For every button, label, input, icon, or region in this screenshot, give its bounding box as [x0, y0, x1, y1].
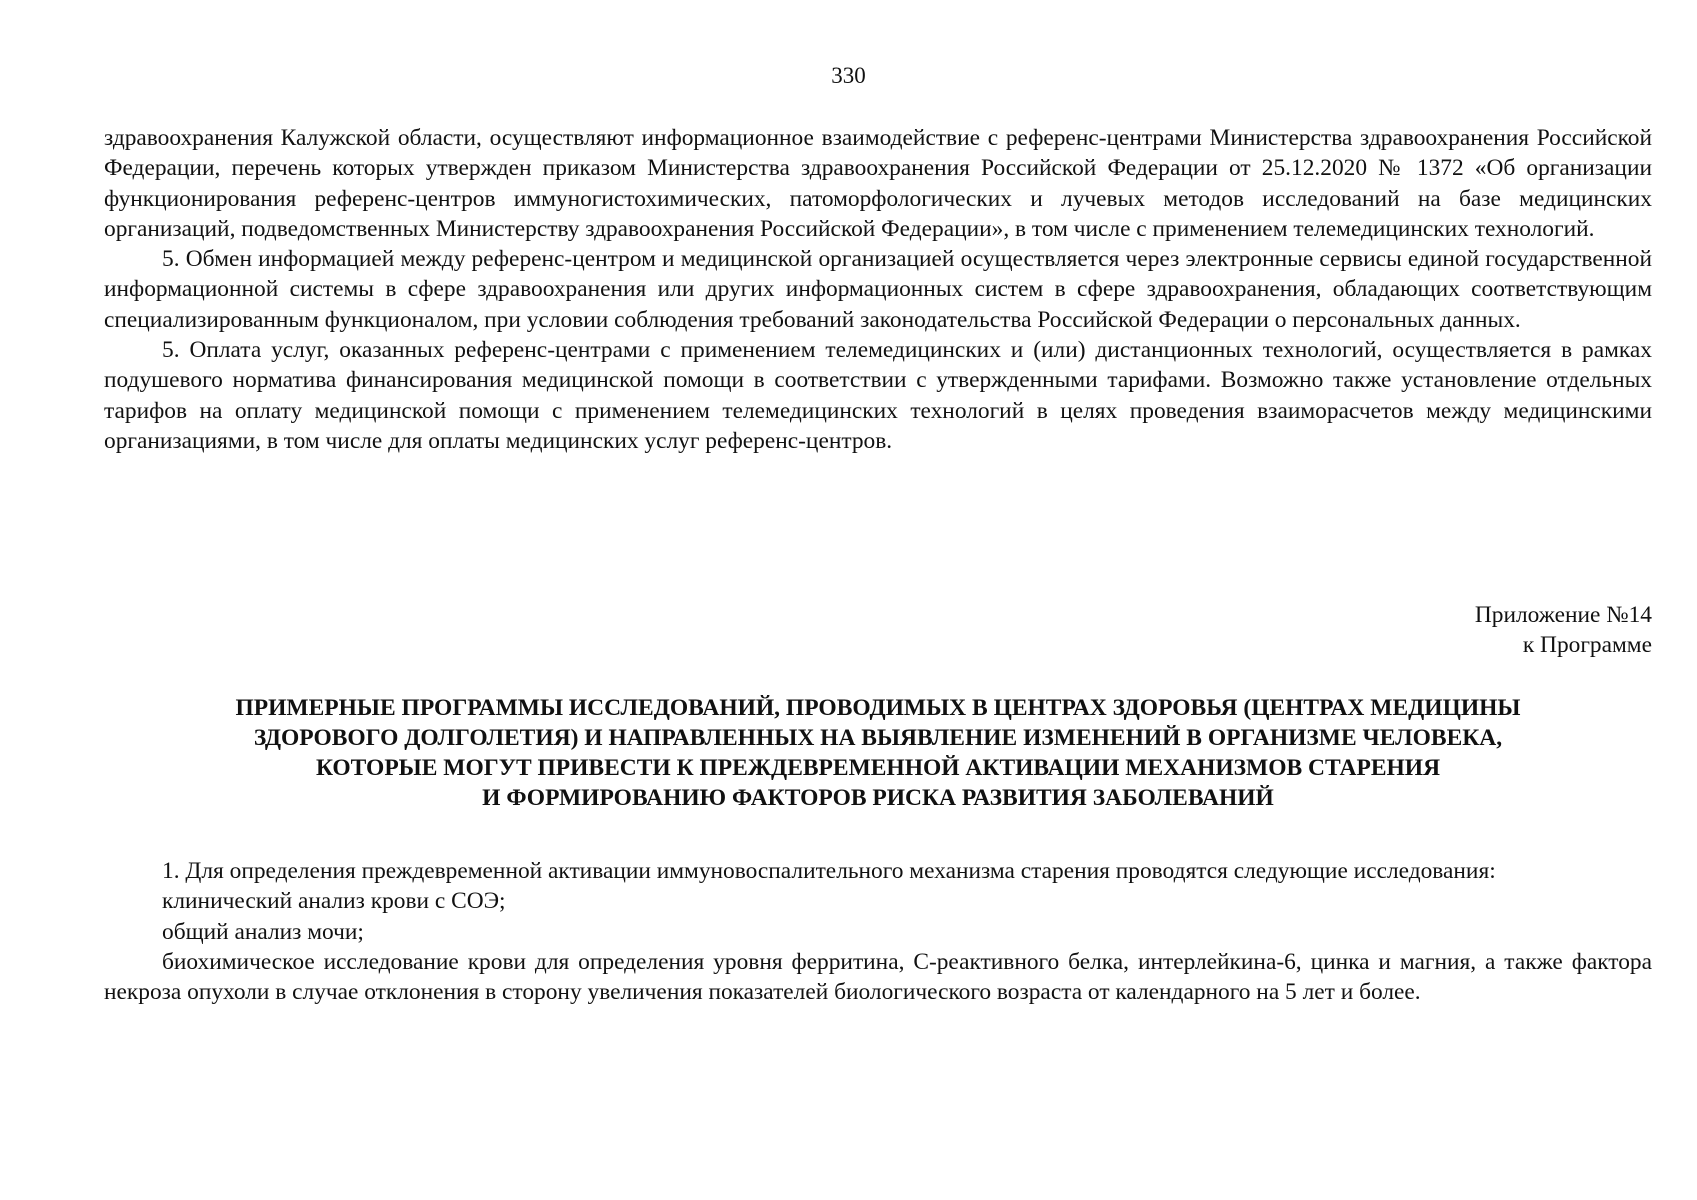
document-title — [104, 693, 1652, 813]
paragraph-continuation: здравоохранения Калужской области, осуществляют информационное взаимодействие с референс-центрами Министерства здравоохранения Российской Федерации, перечень которых утвержден приказом Министерства здравоохранения Российской Федерации от 25.12.2020 № 1372 «Об организации функционирования референс-центров иммуногистохимических, патоморфологических и лучевых методов исследований на базе медицинских организаций, подведомственных Министерству здравоохранения Российской Федерации», в том числе с применением телемедицинских технологий. — [104, 125, 1652, 242]
item-1-biochemistry: биохимическое исследование крови для определения уровня ферритина, С-реактивного белка, интерлейкина-6, цинка и магния, а также фактора некроза опухоли в случае отклонения в сторону увеличения показателей биологического возраста от календарного на 5 лет и более. — [104, 948, 1652, 1006]
paragraph-item-5-information-exchange: 5. Обмен информацией между референс-центром и медицинской организацией осуществляется через электронные сервисы единой государственной информационной системы в сфере здравоохранения или других информационных систем в сфере здравоохранения, обладающих соответствующим специализированным функционалом, при условии соблюдения требований законодательства Российской Федерации о персональных данных. — [104, 246, 1652, 333]
title-line-3: КОТОРЫЕ МОГУТ ПРИВЕСТИ К ПРЕЖДЕВРЕМЕННОЙ АКТИВАЦИИ МЕХАНИЗМОВ СТАРЕНИЯ — [315, 755, 1441, 781]
appendix-reference — [1475, 600, 1652, 660]
item-1-intro: 1. Для определения преждевременной активации иммуновоспалительного механизма старения проводятся следующие исследования: — [162, 858, 1496, 884]
appendix-program: к Программе — [1522, 632, 1652, 658]
title-line-2: ЗДОРОВОГО ДОЛГОЛЕТИЯ) И НАПРАВЛЕННЫХ НА ВЫЯВЛЕНИЕ ИЗМЕНЕНИЙ В ОРГАНИЗМЕ ЧЕЛОВЕКА, — [253, 725, 1503, 751]
top-text-section — [104, 123, 1652, 456]
appendix-number: Приложение №14 — [1474, 602, 1652, 628]
list-item: клинический анализ крови с СОЭ; — [162, 888, 506, 915]
title-line-4: И ФОРМИРОВАНИЮ ФАКТОРОВ РИСКА РАЗВИТИЯ ЗАБОЛЕВАНИЙ — [482, 785, 1274, 811]
list-item: общий анализ мочи; — [162, 918, 364, 945]
paragraph-item-5-payment: 5. Оплата услуг, оказанных референс-центрами с применением телемедицинских и (или) дистанционных технологий, осуществляется в рамках подушевого норматива финансирования медицинской помощи в соответствии с утвержденными тарифами. Возможно также установление отдельных тарифов на оплату медицинской помощи с применением телемедицинских технологий в целях проведения взаиморасчетов между медицинскими организациями, в том числе для оплаты медицинских услуг референс-центров. — [104, 337, 1652, 454]
bottom-text-section — [104, 856, 1652, 1007]
page-number: 330 — [831, 63, 866, 88]
title-line-1: ПРИМЕРНЫЕ ПРОГРАММЫ ИССЛЕДОВАНИЙ, ПРОВОДИМЫХ В ЦЕНТРАХ ЗДОРОВЬЯ (ЦЕНТРАХ МЕДИЦИНЫ — [235, 695, 1521, 721]
